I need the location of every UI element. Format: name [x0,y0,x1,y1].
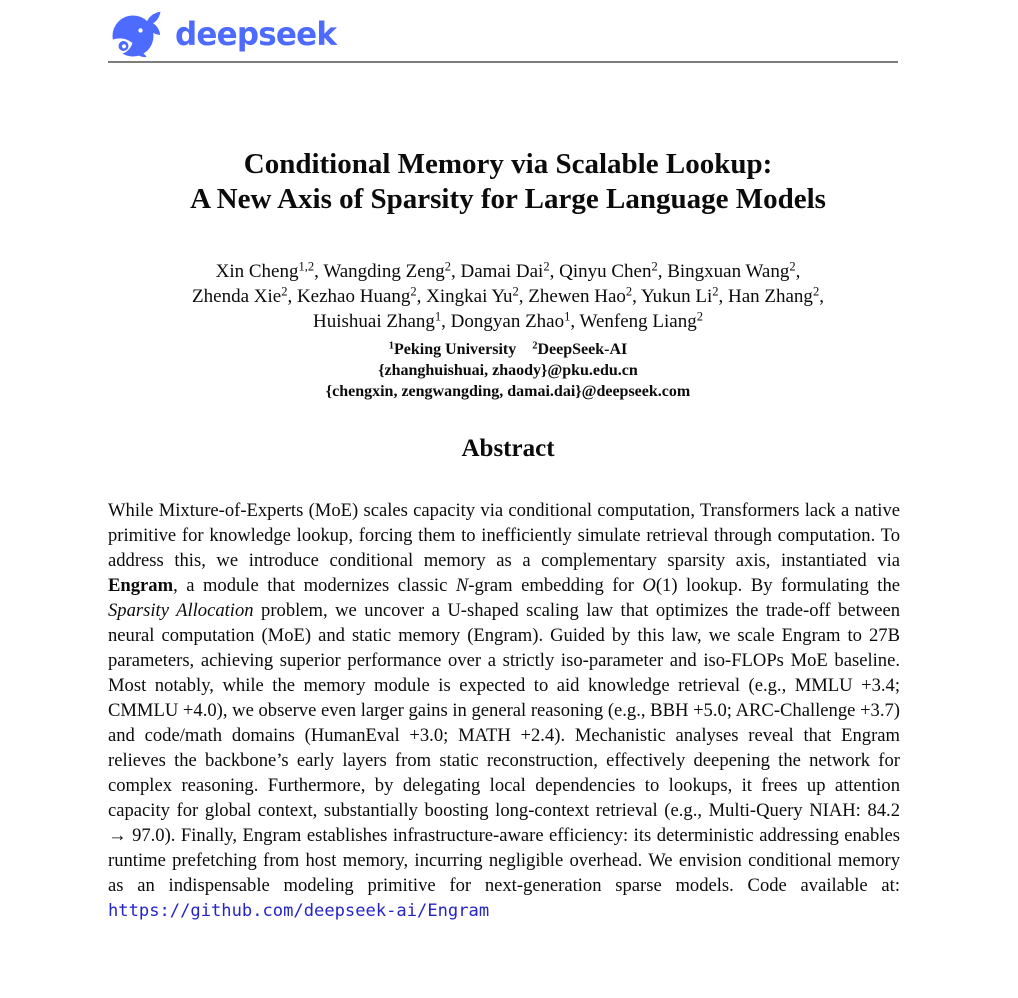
author-list [108,259,908,334]
paper-title-line1: Conditional Memory via Scalable Lookup: [243,148,773,180]
deepseek-wordmark: deepseek [175,16,337,54]
paper-title-line2: A New Axis of Sparsity for Large Language Models [190,183,826,215]
abstract-heading: Abstract [461,435,555,462]
deepseek-logo [108,0,1018,54]
abstract-text: While Mixture-of-Experts (MoE) scales capacity via conditional computation, Transformers lack a native primitive for knowledge lookup, forcing them to inefficiently simulate retrieval through computation. To address this, we introduce conditional memory as a complementary sparsity axis, instantiated via Engram, a module that modernizes classic N-gram embedding for O(1) lookup. By formulating the Sparsity Allocation problem, we uncover a U-shaped scaling law that optimizes the trade-off between neural computation (MoE) and static memory (Engram). Guided by this law, we scale Engram to 27B parameters, achieving superior performance over a strictly iso-parameter and iso-FLOPs MoE baseline. Most notably, while the memory module is expected to aid knowledge retrieval (e.g., MMLU +3.4; CMMLU +4.0), we observe even larger gains in general reasoning (e.g., BBH +5.0; ARC-Challenge +3.7) and code/math domains (HumanEval +3.0; MATH +2.4). Mechanistic analyses reveal that Engram relieves the backbone’s early layers from static reconstruction, effectively deepening the network for complex reasoning. Furthermore, by delegating local dependencies to lookups, it frees up attention capacity for global context, substantially boosting long-context retrieval (e.g., Multi-Query NIAH: 84.2 → 97.0). Finally, Engram establishes infrastructure-aware efficiency: its deterministic addressing enables runtime prefetching from host memory, incurring negligible overhead. We envision conditional memory as an indispensable modeling primitive for next-generation sparse models. Code available at: https://github.com/deepseek-ai/Engram [108,500,900,921]
header [0,0,1018,63]
affiliations [108,339,908,402]
author-line: Xin Cheng$^{1,2}$, Wangding Zeng$^2$, Damai Dai$^2$, Qinyu Chen$^2$, Bingxuan Wang$^2$, [215,259,801,282]
code-repo-link[interactable]: https://github.com/deepseek-ai/Engram [108,901,490,921]
author-line: Zhenda Xie$^2$, Kezhao Huang$^2$, Xingkai Yu$^2$, Zhewen Hao$^2$, Yukun Li$^2$, Han Zhang$^2$, [192,284,824,307]
header-rule [108,61,898,63]
email-line: {zhanghuishuai, zhaody}@pku.edu.cn [378,362,638,379]
paper-title [108,147,908,217]
author-line: Huishuai Zhang$^1$, Dongyan Zhao$^1$, Wenfeng Liang$^2$ [313,309,703,332]
affiliation-line: $^1$Peking University $^2$DeepSeek-AI [388,340,628,358]
deepseek-whale-icon [108,11,164,59]
email-line: {chengxin, zengwangding, damai.dai}@deepseek.com [325,383,691,400]
